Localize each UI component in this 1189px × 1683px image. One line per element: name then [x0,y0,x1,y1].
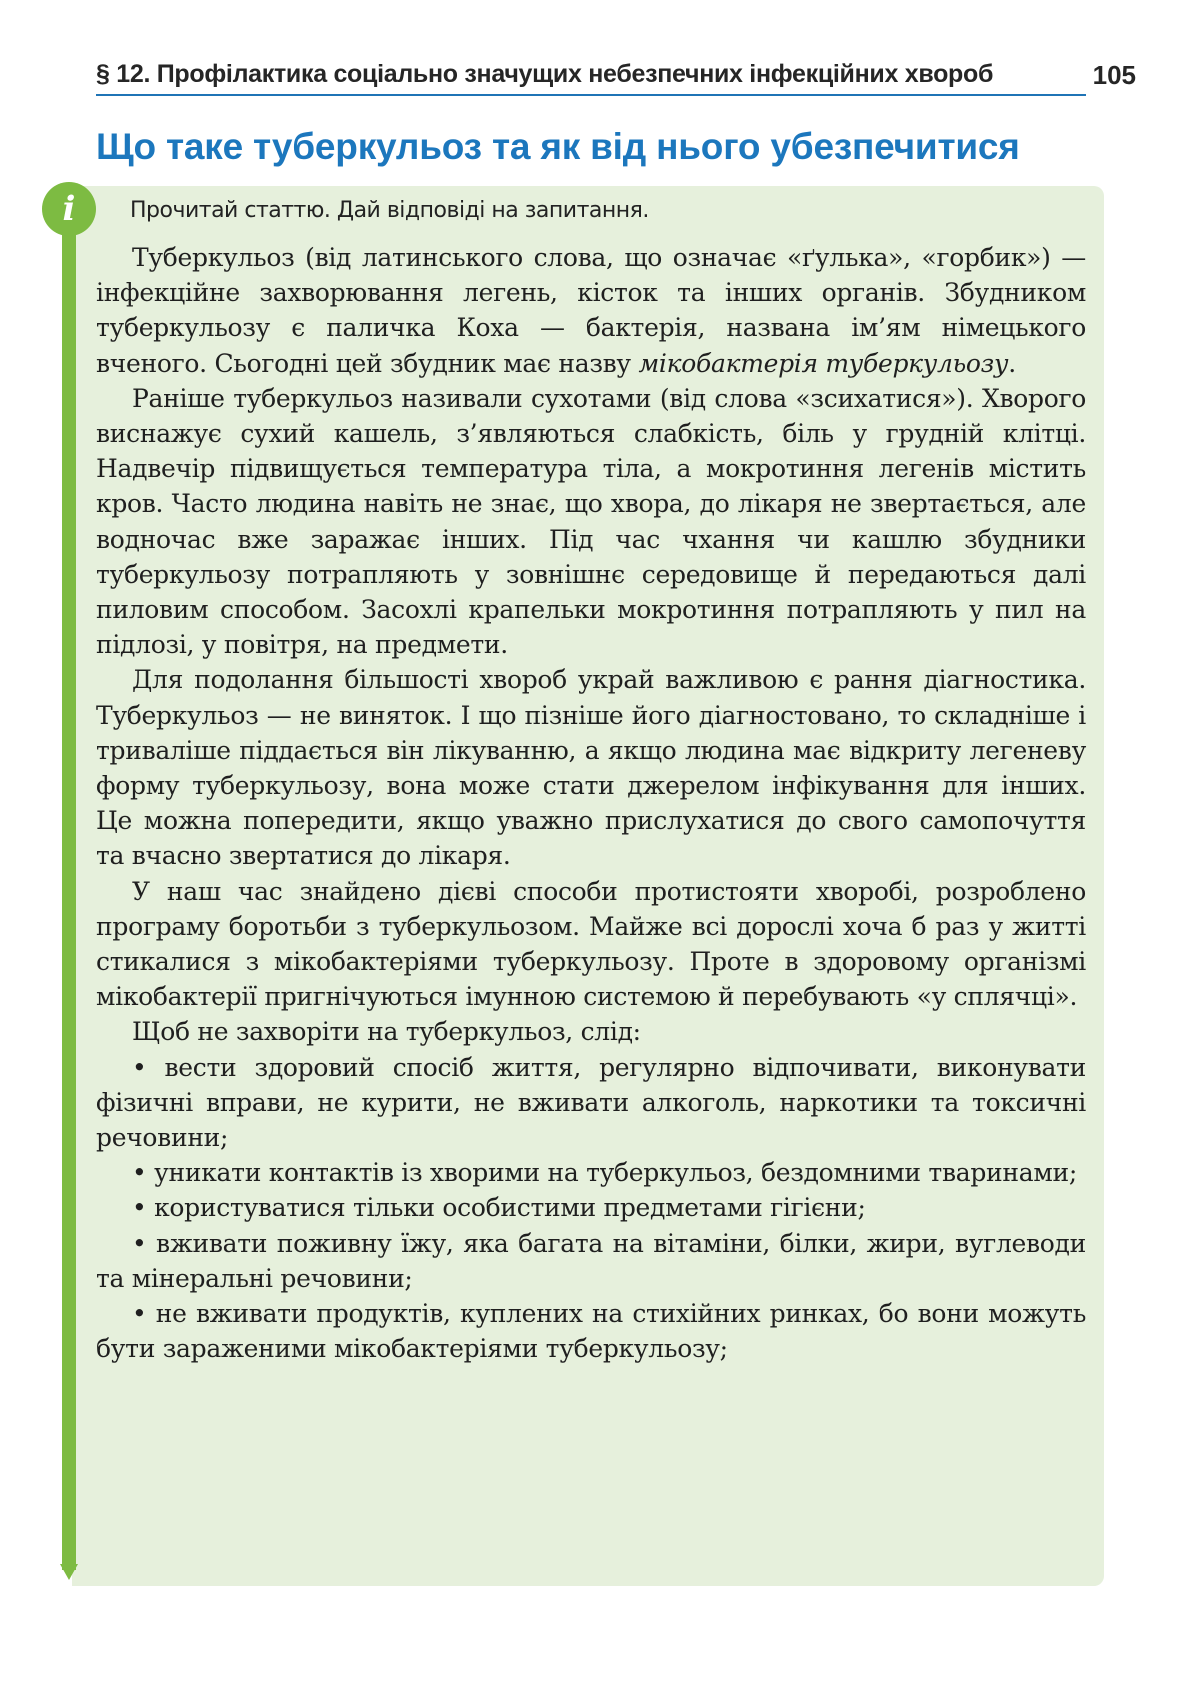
paragraph-4: У наш час знайдено дієві способи протистояти хворобі, розроблено програму боротьби з туберкульозом. Майже всі дорослі хоча б раз у житті стикалися з мікобактеріями туберкульозу. Проте в здоровому організмі мікобактерії пригнічуються імунною системою й перебувають «у сплячці». [96,876,1086,1012]
paragraph-2: Раніше туберкульоз називали сухотами (від слова «зсихатися»). Хворого виснажує сухий кашель, з’являються слабкість, біль у грудній клітці. Надвечір підвищується температура тіла, а мокротиння легенів містить кров. Часто людина навіть не знає, що хвора, до лікаря не звертається, але водночас вже заражає інших. Під час чхання чи кашлю збудники туберкульозу потрапляють у зовнішнє середовище й передаються далі пиловим способом. Засохлі крапельки мокротиння потрапляють у пил на підлозі, у повітря, на предмети. [96,383,1086,660]
page-title: Що таке туберкульоз та як від нього убезпечитися [96,126,1020,167]
list-item: • уникати контактів із хворими на туберкульоз, бездомними тваринами; [132,1158,1078,1188]
running-header [96,60,1136,96]
list-item: • вести здоровий спосіб життя, регулярно відпочивати, виконувати фізичні вправи, не курити, не вживати алкоголь, наркотики та токсичні речовини; [96,1052,1086,1153]
paragraph-1 [96,240,1086,381]
list-item: • користуватися тільки особистими предметами гігієни; [132,1193,866,1223]
info-box-sidebar [62,200,76,1570]
paragraph-1-end: . [1008,348,1016,378]
arrow-down-icon [60,1564,78,1580]
section-title: § 12. Профілактика соціально значущих небезпечних інфекційних хвороб [96,60,994,88]
paragraph-1-text: Туберкульоз (від латинського слова, що означає «ґулька», «горбик») — інфекційне захворювання легень, кісток та інших органів. Збудником туберкульозу є паличка Коха — бактерія, названа ім’ям німецького вченого. Сьогодні цей збудник має назву [96,243,1086,378]
paragraph-5: Щоб не захворіти на туберкульоз, слід: [132,1017,641,1047]
info-icon: i [42,182,96,236]
article-body [96,240,1086,1367]
paragraph-3: Для подолання більшості хвороб украй важливою є рання діагностика. Туберкульоз — не виняток. І що пізніше його діагностовано, то складніше і триваліше піддається він лікуванню, а якщо людина має відкриту легеневу форму туберкульозу, вона може стати джерелом інфікування для інших. Це можна попередити, якщо уважно прислухатися до свого самопочуття та вчасно звертатися до лікаря. [96,665,1086,871]
list-item: • не вживати продуктів, куплених на стихійних ринках, бо вони можуть бути зараженими мікобактеріями туберкульозу; [96,1299,1086,1364]
header-rule [96,94,1086,96]
page-number: 105 [1092,60,1136,90]
paragraph-1-term: мікобактерія туберкульозу [638,348,1009,378]
instruction-text: Прочитай статтю. Дай відповіді на запитання. [130,198,649,223]
list-item: • вживати поживну їжу, яка багата на вітаміни, білки, жири, вуглеводи та мінеральні речовини; [96,1228,1086,1293]
